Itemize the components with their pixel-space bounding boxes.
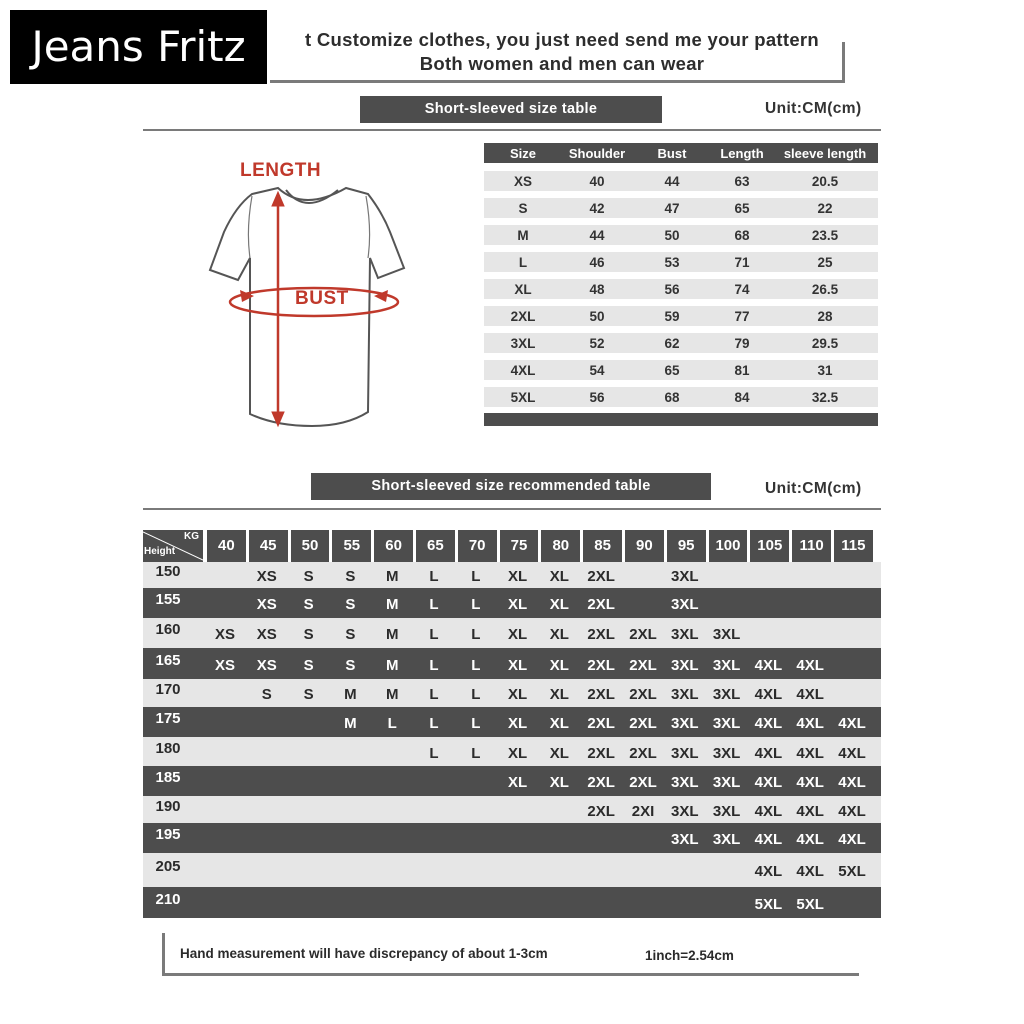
recommended-size-cell: L [471,596,481,613]
corner-kg-label: KG [184,531,199,542]
size-table-cell: 77 [734,308,750,324]
kg-column-header: 60 [374,530,413,562]
size-table-column-header: Length [720,145,764,161]
size-table-cell: 25 [817,254,833,270]
header-bracket [270,42,845,83]
recommend-table-row [143,588,881,618]
recommended-size-cell: 3XL [712,774,741,791]
size-table-row [484,387,878,407]
recommended-size-cell: S [345,568,356,585]
recommended-size-cell: 2XL [629,686,657,703]
size-table-cell: 26.5 [811,281,839,297]
recommended-size-cell: XS [214,626,235,643]
recommended-size-cell: 3XL [712,686,741,703]
kg-column-header: 75 [500,530,539,562]
recommend-table-title: Short-sleeved size recommended table [311,473,711,500]
recommended-size-cell: L [429,596,439,613]
size-table-cell: 2XL [510,308,536,324]
kg-column-header: 90 [625,530,664,562]
size-table-cell: 74 [734,281,750,297]
size-table-row [484,171,878,191]
recommended-size-cell: 3XL [712,626,741,643]
recommended-size-cell: 3XL [671,626,699,643]
height-label: 175 [155,710,181,727]
size-table-cell: 22 [817,200,833,216]
size-table-cell: 46 [589,254,605,270]
recommended-size-cell: L [471,715,481,732]
size-table-cell: 44 [664,173,680,189]
recommended-size-cell: M [344,715,357,732]
kg-column-header: 40 [207,530,246,562]
size-table-cell: 56 [589,389,605,405]
height-label: 185 [155,769,181,786]
recommended-size-cell: XL [549,745,569,762]
recommend-table-row [143,853,881,887]
recommended-size-cell: 2XL [587,774,615,791]
recommended-size-cell: L [429,568,439,585]
size-table-cell: 65 [734,200,750,216]
inch-conversion: 1inch=2.54cm [645,948,734,963]
recommended-size-cell: 5XL [796,896,824,913]
recommended-size-cell: 4XL [754,657,783,674]
recommended-size-cell: 4XL [754,686,783,703]
kg-column-header: 100 [709,530,748,562]
recommended-size-cell: S [345,596,356,613]
corner-height-label: Height [144,546,176,557]
recommended-size-cell: XS [256,626,277,643]
size-table-row [484,225,878,245]
recommended-size-cell: L [429,657,439,674]
size-table-cell: 4XL [510,362,536,378]
recommended-size-cell: S [303,596,314,613]
size-table-cell: XL [514,281,532,297]
recommended-size-cell: 2XL [629,626,657,643]
recommended-size-cell: 4XL [754,863,783,880]
size-table-cell: L [518,254,528,270]
recommend-table-row [143,707,881,737]
size-table-row [484,306,878,326]
recommended-size-cell: 3XL [712,715,741,732]
recommended-size-cell: 3XL [671,745,699,762]
recommended-size-cell: 3XL [671,774,699,791]
recommended-size-cell: 4XL [796,686,824,703]
recommend-table-row [143,618,881,648]
kg-column-header: 115 [834,530,873,562]
kg-column-header: 50 [291,530,330,562]
recommended-size-cell: S [303,568,314,585]
recommended-size-cell: 4XL [796,715,824,732]
recommended-size-cell: L [471,657,481,674]
recommended-size-cell: XL [549,715,569,732]
kg-column-header: 55 [332,530,371,562]
size-table-cell: 50 [589,308,605,324]
height-label: 170 [155,681,181,698]
size-table-cell: 29.5 [811,335,839,351]
recommended-size-cell: 3XL [671,803,699,820]
recommended-size-cell: 2XL [587,745,615,762]
recommended-size-cell: S [345,657,356,674]
size-table-cell: 56 [664,281,680,297]
recommended-size-cell: L [429,686,439,703]
size-table-cell: 68 [664,389,680,405]
size-table-cell: 79 [734,335,750,351]
size-table-cell: 28 [817,308,833,324]
size-table-cell: 59 [664,308,680,324]
recommended-size-cell: L [471,745,481,762]
recommended-size-cell: L [471,626,481,643]
recommended-size-cell: 4XL [796,863,824,880]
recommend-table-unit: Unit:CM(cm) [765,480,862,497]
recommended-size-cell: XL [549,596,569,613]
recommend-corner-cell [143,530,203,562]
recommended-size-cell: 4XL [838,774,866,791]
headline-customize: t Customize clothes, you just need send me your pattern [304,29,820,50]
recommended-size-cell: XL [508,626,528,643]
recommended-size-cell: XS [256,596,277,613]
recommended-size-cell: M [385,686,399,703]
recommended-size-cell: 3XL [671,686,699,703]
height-label: 155 [155,591,181,608]
recommended-size-cell: 2XL [629,745,657,762]
recommended-size-cell: 3XL [712,657,741,674]
recommended-size-cell: L [471,568,481,585]
recommended-size-cell: XL [549,774,569,791]
recommended-size-cell: S [303,626,314,643]
size-table-cell: 52 [589,335,605,351]
size-divider [143,129,881,131]
kg-column-header: 80 [541,530,580,562]
size-table-cell: 48 [589,281,605,297]
recommended-size-cell: 4XL [838,715,866,732]
size-table-cell: 84 [734,389,750,405]
recommended-size-cell: 3XL [671,715,699,732]
size-table-row [484,252,878,272]
size-table-cell: 71 [734,254,750,270]
size-table-cell: 40 [589,173,605,189]
length-label: LENGTH [240,160,322,181]
recommended-size-cell: 4XL [796,774,824,791]
recommended-size-cell: L [429,715,439,732]
recommended-size-cell: 4XL [796,745,824,762]
size-table-cell: 54 [589,362,605,378]
size-table-cell: 32.5 [811,389,839,405]
recommended-size-cell: 4XL [754,745,783,762]
size-table-cell: 63 [734,173,750,189]
recommended-size-cell: 4XL [838,803,866,820]
recommended-size-cell: L [387,715,397,732]
recommended-size-cell: XL [549,568,569,585]
recommended-size-cell: 2XL [587,568,615,585]
recommended-size-cell: 3XL [712,831,741,848]
height-label: 195 [155,826,181,843]
recommended-size-cell: S [303,686,314,703]
recommended-size-cell: 4XL [796,657,824,674]
recommended-size-cell: XS [214,657,235,674]
recommended-size-cell: 4XL [838,831,866,848]
recommended-size-cell: 4XL [796,803,824,820]
recommended-size-cell: M [385,626,399,643]
recommended-size-cell: 5XL [838,863,866,880]
recommended-size-cell: XL [508,568,528,585]
recommended-size-cell: XL [508,686,528,703]
recommended-size-cell: 2XL [587,596,615,613]
recommended-size-cell: XL [508,745,528,762]
height-label: 180 [155,740,181,757]
kg-column-header: 45 [249,530,288,562]
recommend-table-row [143,562,881,588]
recommend-table-row [143,796,881,823]
recommended-size-cell: S [261,686,272,703]
size-table-column-header: Shoulder [568,145,626,161]
kg-column-header: 85 [583,530,622,562]
height-label: 205 [155,858,181,875]
size-table-header [484,143,878,163]
recommended-size-cell: 2XL [587,715,615,732]
recommended-size-cell: S [345,626,356,643]
size-table-cell: 3XL [510,335,536,351]
brand-logo: Jeans Fritz [10,10,267,84]
recommend-divider [143,508,881,510]
recommended-size-cell: 2XL [587,657,615,674]
recommended-size-cell: XL [549,657,569,674]
recommended-size-cell: 4XL [754,715,783,732]
size-table-cell: 5XL [510,389,536,405]
recommended-size-cell: 3XL [671,568,699,585]
size-table-unit: Unit:CM(cm) [765,100,862,117]
height-label: 210 [155,891,181,908]
recommended-size-cell: 2XL [587,626,615,643]
recommended-size-cell: 2XL [587,686,615,703]
recommended-size-cell: 4XL [838,745,866,762]
size-table-cell: 42 [589,200,605,216]
recommended-size-cell: 2XI [631,803,655,820]
recommended-size-cell: XL [549,686,569,703]
recommended-size-cell: 4XL [754,774,783,791]
size-table-cell: 31 [817,362,833,378]
recommended-size-cell: XL [508,657,528,674]
size-table-cell: 81 [734,362,750,378]
size-table-row [484,279,878,299]
size-table-cell: XS [513,173,532,189]
recommend-table-row [143,766,881,796]
recommended-size-cell: 3XL [671,831,699,848]
recommend-table-row [143,679,881,707]
recommended-size-cell: XL [508,715,528,732]
recommended-size-cell: 2XL [587,803,615,820]
size-table-row [484,198,878,218]
recommend-table [143,530,881,918]
recommended-size-cell: 4XL [754,803,783,820]
size-table-column-header: sleeve length [783,145,867,161]
size-table-title: Short-sleeved size table [360,96,662,123]
recommended-size-cell: 3XL [671,657,699,674]
size-table-cell: S [518,200,528,216]
recommend-table-row [143,737,881,766]
size-table-cell: 68 [734,227,750,243]
recommended-size-cell: XL [549,626,569,643]
recommended-size-cell: 2XL [629,715,657,732]
size-table-cell: M [517,227,529,243]
headline-unisex: Both women and men can wear [419,53,705,74]
recommended-size-cell: XL [508,596,528,613]
height-label: 160 [155,621,181,638]
recommend-table-row [143,648,881,679]
recommended-size-cell: XS [256,657,277,674]
height-label: 190 [155,798,181,815]
recommended-size-cell: L [429,626,439,643]
recommended-size-cell: M [385,568,399,585]
kg-column-header: 95 [667,530,706,562]
kg-column-header: 70 [458,530,497,562]
recommended-size-cell: 2XL [629,657,657,674]
recommended-size-cell: L [429,745,439,762]
recommend-table-row [143,823,881,853]
size-table-cell: 23.5 [811,227,839,243]
kg-column-header: 110 [792,530,831,562]
size-table-cell: 50 [664,227,680,243]
size-table-cell: 44 [589,227,605,243]
recommended-size-cell: XL [508,774,528,791]
recommended-size-cell: 4XL [796,831,824,848]
kg-column-header: 105 [750,530,789,562]
kg-column-header: 65 [416,530,455,562]
recommended-size-cell: M [344,686,357,703]
recommended-size-cell: XS [256,568,277,585]
size-table-cell: 65 [664,362,680,378]
size-table-cell: 47 [664,200,680,216]
measurement-note: Hand measurement will have discrepancy of about 1-3cm [180,946,548,961]
recommended-size-cell: M [385,596,399,613]
size-table-column-header: Size [509,145,536,161]
size-table-row [484,360,878,380]
recommended-size-cell: S [303,657,314,674]
size-table-row [484,333,878,353]
bust-label: BUST [295,288,349,309]
recommended-size-cell: 4XL [754,831,783,848]
recommend-table-row [143,887,881,918]
recommended-size-cell: 3XL [671,596,699,613]
size-table-column-header: Bust [657,145,687,161]
recommended-size-cell: M [385,657,399,674]
recommended-size-cell: L [471,686,481,703]
height-label: 150 [155,563,181,580]
recommended-size-cell: 3XL [712,745,741,762]
size-table-cell: 20.5 [811,173,839,189]
recommended-size-cell: 5XL [754,896,783,913]
recommended-size-cell: 3XL [712,803,741,820]
size-table [484,143,878,414]
size-table-cell: 62 [664,335,680,351]
height-label: 165 [155,652,181,669]
size-table-cell: 53 [664,254,680,270]
size-table-footer-bar [484,413,878,426]
recommended-size-cell: 2XL [629,774,657,791]
